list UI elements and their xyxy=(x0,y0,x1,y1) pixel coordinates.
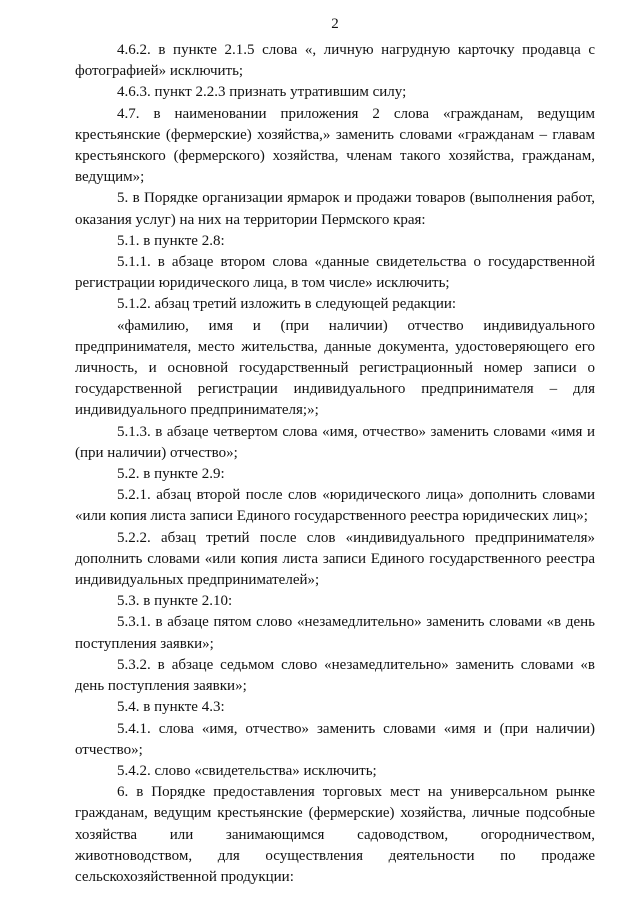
paragraph: 5.4. в пункте 4.3: xyxy=(117,699,225,716)
paragraph: 5.4.1. слова «имя, отчество» заменить словами «имя и (при наличии) отчество»; xyxy=(75,720,595,758)
paragraph: 5.3. в пункте 2.10: xyxy=(117,593,233,610)
paragraph: 5.1. в пункте 2.8: xyxy=(117,232,225,249)
paragraph: «фамилию, имя и (при наличии) отчество индивидуального предпринимателя, место жительства, данные документа, удостоверяющего его личность, и основной государственный регистрационный номер записи о государственной регистрации индивидуального предпринимателя – для индивидуального предпринимателя;»; xyxy=(75,317,595,419)
paragraph: 5.3.1. в абзаце пятом слово «незамедлительно» заменить словами «в день поступления заявки»; xyxy=(75,614,595,652)
paragraph: 5.1.2. абзац третий изложить в следующей редакции: xyxy=(117,296,457,313)
paragraph: 5.2. в пункте 2.9: xyxy=(117,466,225,483)
paragraph: 4.7. в наименовании приложения 2 слова «гражданам, ведущим крестьянские (фермерские) хозяйства,» заменить словами «гражданам – главам крестьянского (фермерского) хозяйства, членам такого хозяйства, гражданам, ведущим»; xyxy=(75,105,595,186)
paragraph: 4.6.3. пункт 2.2.3 признать утратившим силу; xyxy=(117,84,407,101)
paragraph: 5.2.1. абзац второй после слов «юридического лица» дополнить словами «или копия листа записи Единого государственного реестра юридических лиц»; xyxy=(75,487,595,525)
paragraph: 5.1.1. в абзаце втором слова «данные свидетельства о государственной регистрации юридического лица, в том числе» исключить; xyxy=(75,254,595,292)
paragraph: 5.2.2. абзац третий после слов «индивидуального предпринимателя» дополнить словами «или копия листа записи Единого государственного реестра индивидуальных предпринимателей»; xyxy=(75,529,595,589)
paragraph: 5. в Порядке организации ярмарок и продажи товаров (выполнения работ, оказания услуг) на них на территории Пермского края: xyxy=(75,190,595,228)
page-number: 2 xyxy=(331,16,339,32)
paragraph: 6. в Порядке предоставления торговых мест на универсальном рынке гражданам, ведущим крестьянские (фермерские) хозяйства, личные подсобные хозяйства или занимающимся садоводством, огородничеством, животноводством, для осуществления деятельности по продаже сельскохозяйственной продукции: xyxy=(75,784,595,885)
paragraph: 5.1.3. в абзаце четвертом слова «имя, отчество» заменить словами «имя и (при наличии) отчество»; xyxy=(75,423,595,461)
paragraph: 5.3.2. в абзаце седьмом слово «незамедлительно» заменить словами «в день поступления заявки»; xyxy=(75,656,595,695)
paragraph: 4.6.2. в пункте 2.1.5 слова «, личную нагрудную карточку продавца с фотографией» исключить; xyxy=(75,42,595,80)
paragraph: 5.4.2. слово «свидетельства» исключить; xyxy=(117,762,377,779)
